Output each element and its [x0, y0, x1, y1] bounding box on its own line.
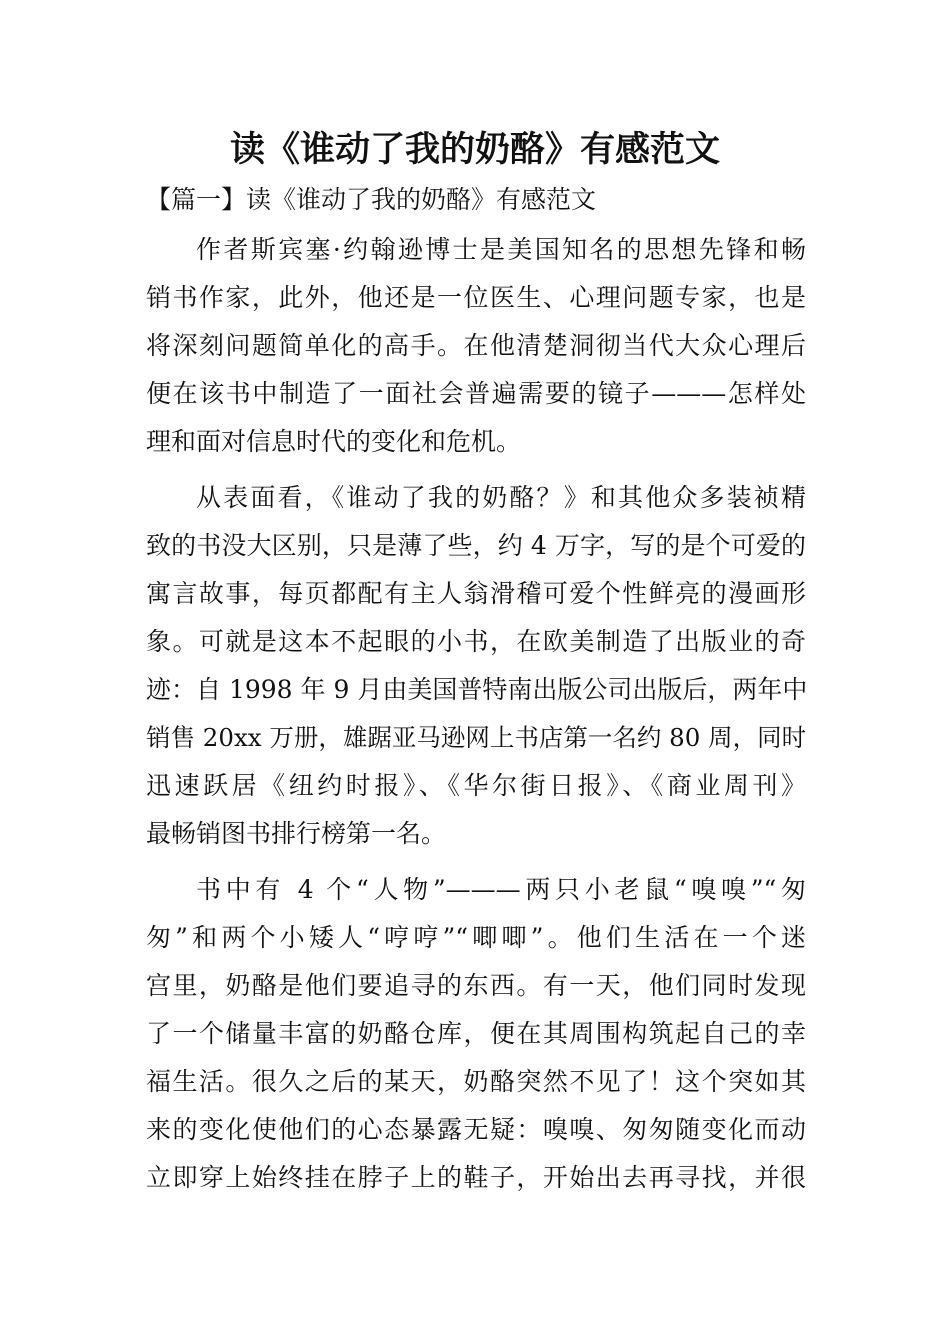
paragraph-line: 福生活。很久之后的某天，奶酪突然不见了！这个突如其: [146, 1067, 806, 1096]
paragraph-line: 销书作家，此外，他还是一位医生、心理问题专家，也是: [146, 283, 806, 312]
paragraph-line: 将深刻问题简单化的高手。在他清楚洞彻当代大众心理后: [146, 331, 806, 360]
paragraph-line: 立即穿上始终挂在脖子上的鞋子，开始出去再寻找，并很: [146, 1163, 806, 1192]
paragraph-line: 理和面对信息时代的变化和危机。: [146, 427, 522, 456]
paragraph-line: 匆”和两个小矮人“哼哼”“唧唧”。他们生活在一个迷: [146, 923, 806, 952]
paragraph-line: 从表面看，《谁动了我的奶酪？》和其他众多装祯精: [196, 483, 806, 512]
paragraph-line: 致的书没大区别，只是薄了些，约 4 万字，写的是个可爱的: [146, 531, 806, 560]
paragraph-line: 象。可就是这本不起眼的小书，在欧美制造了出版业的奇: [146, 627, 806, 656]
paragraph-line: 最畅销图书排行榜第一名。: [146, 819, 447, 848]
document-title: 读《谁动了我的奶酪》有感范文: [229, 130, 720, 170]
paragraph-line: 迅速跃居《纽约时报》、《华尔街日报》、《商业周刊》: [146, 771, 806, 800]
paragraph-line: 寓言故事，每页都配有主人翁滑稽可爱个性鲜亮的漫画形: [146, 579, 806, 608]
paragraph-line: 了一个储量丰富的奶酪仓库，便在其周围构筑起自己的幸: [146, 1019, 806, 1048]
paragraph-line: 销售 20xx 万册，雄踞亚马逊网上书店第一名约 80 周，同时: [146, 723, 807, 752]
section-heading: 【篇一】读《谁动了我的奶酪》有感范文: [146, 185, 597, 214]
paragraph-line: 来的变化使他们的心态暴露无疑：嗅嗅、匆匆随变化而动: [146, 1115, 806, 1144]
paragraph-line: 书中有 4 个“人物”———两只小老鼠“嗅嗅”“匆: [196, 875, 806, 904]
paragraph-line: 便在该书中制造了一面社会普遍需要的镜子———怎样处: [146, 379, 806, 408]
paragraph-line: 迹：自 1998 年 9 月由美国普特南出版公司出版后，两年中: [146, 675, 808, 704]
paragraph-line: 作者斯宾塞·约翰逊博士是美国知名的思想先锋和畅: [196, 235, 806, 264]
paragraph-line: 宫里，奶酪是他们要追寻的东西。有一天，他们同时发现: [146, 971, 806, 1000]
